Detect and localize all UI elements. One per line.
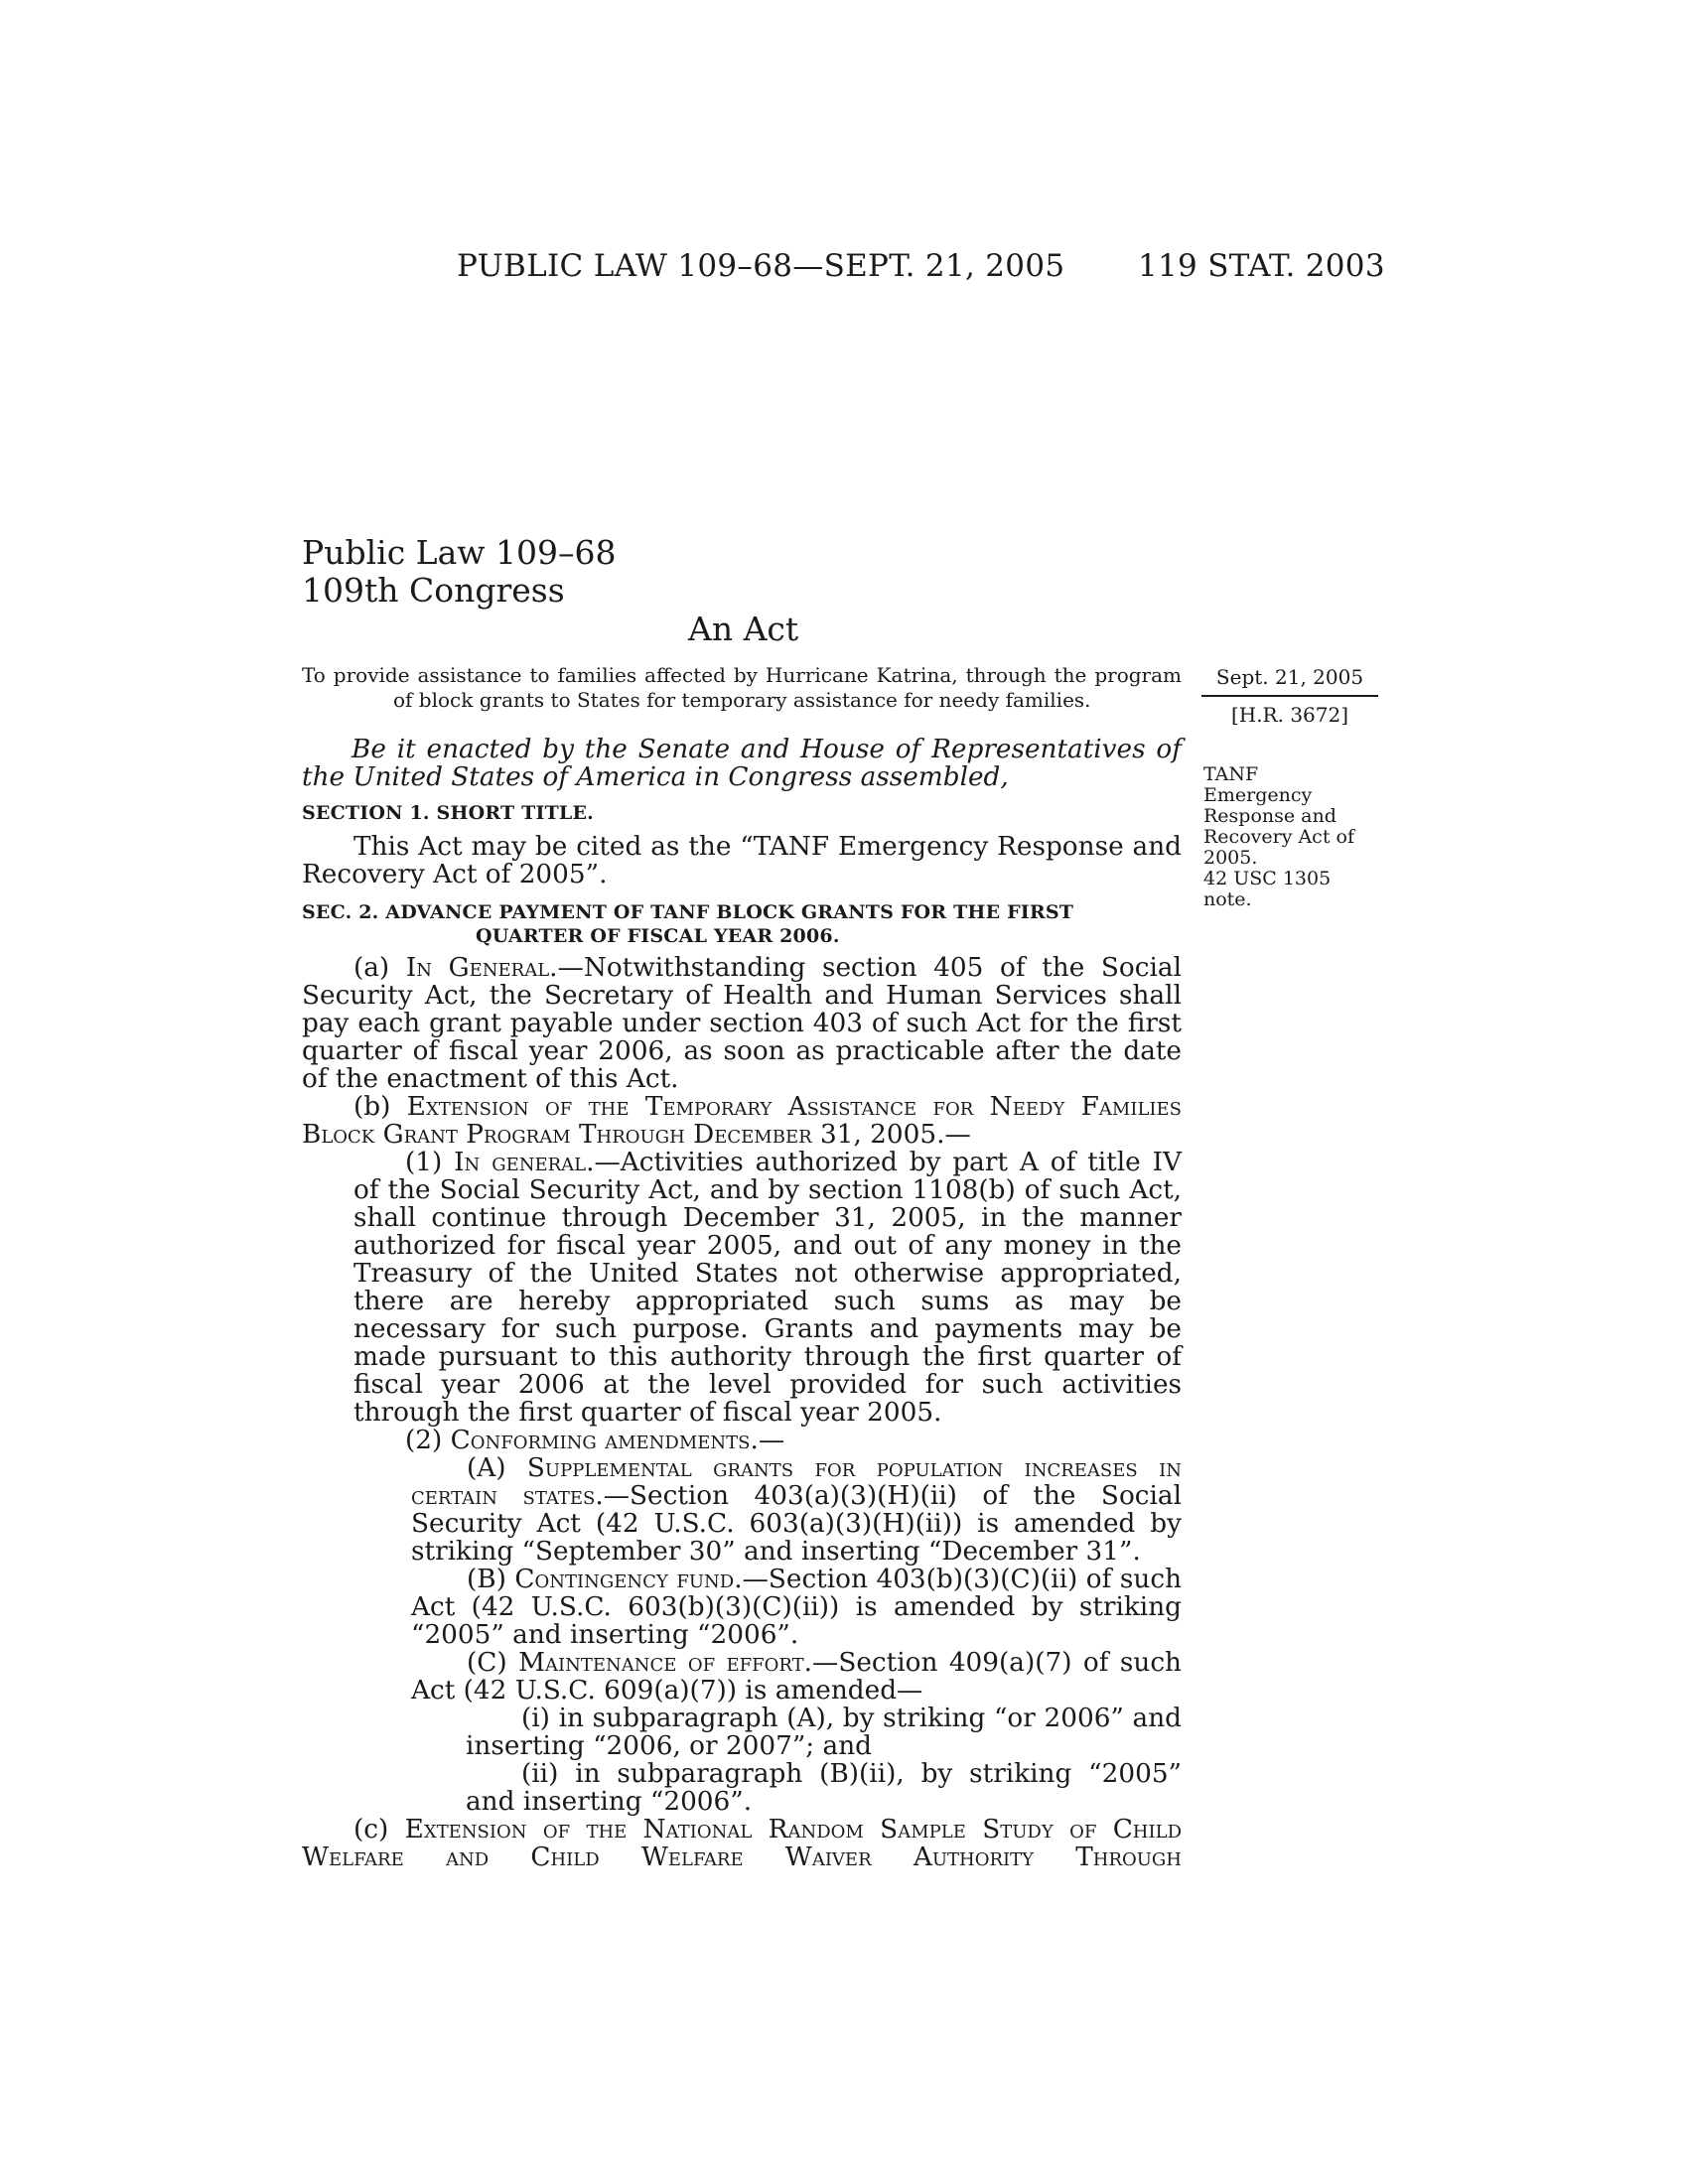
subparagraph-B-label: (B) — [467, 1565, 515, 1594]
subsection-a-text: .—Notwithstanding section 405 of the Social Security Act, the Secretary of Health and Human Services shall pay each grant payable under section 403 of such Act for the first quarter of fiscal year 2006, as soon as practicable after the date of the enactment of this Act. — [302, 953, 1182, 1094]
paragraph-b2-label: (2) — [405, 1426, 451, 1455]
margin-enactment-box — [1201, 665, 1378, 727]
margin-note — [1203, 764, 1377, 910]
section-2-heading-line-2: QUARTER OF FISCAL YEAR 2006. — [476, 925, 840, 947]
paragraph-b1 — [302, 1149, 1182, 1427]
law-number: Public Law 109–68 — [302, 533, 617, 572]
subsection-b-dash: .— — [936, 1120, 971, 1150]
margin-note-line: Response and — [1203, 805, 1336, 827]
subsection-a-heading: In General — [405, 953, 550, 983]
subparagraph-A-label: (A) — [467, 1453, 527, 1483]
subparagraph-C-label: (C) — [467, 1648, 519, 1678]
subparagraph-C-heading: Maintenance of effort — [518, 1648, 804, 1678]
running-header-page: 119 STAT. 2003 — [1138, 248, 1385, 284]
subparagraph-C — [302, 1649, 1182, 1705]
enacting-clause: Be it enacted by the Senate and House of Representatives of the United States of America in Congress assembled, — [302, 735, 1182, 792]
subparagraph-B-text: .—Section 403(b)(3)(C)(ii) of such Act (42 U.S.C. 603(b)(3)(C)(ii)) is amended by striking “2005” and inserting “2006”. — [411, 1565, 1183, 1650]
margin-note-line: note. — [1203, 888, 1252, 910]
running-header-title: PUBLIC LAW 109–68—SEPT. 21, 2005 — [457, 248, 1065, 284]
subsection-b-heading: Extension of the Temporary Assistance for Needy Families Block Grant Program Through December 31, 2005 — [302, 1092, 1182, 1150]
subsection-c-label: (c) — [353, 1815, 405, 1844]
subparagraph-B-heading: Contingency fund — [514, 1565, 735, 1594]
clause-i: (i) in subparagraph (A), by striking “or 2006” and inserting “2006, or 2007”; and — [466, 1704, 1182, 1761]
section-1-text: This Act may be cited as the “TANF Emergency Response and Recovery Act of 2005”. — [302, 832, 1182, 889]
subsection-b-label: (b) — [353, 1092, 407, 1122]
subsection-c — [302, 1816, 1182, 1871]
paragraph-b2-dash: .— — [750, 1426, 785, 1455]
margin-bill-number: [H.R. 3672] — [1230, 703, 1349, 727]
purpose-line-2: of block grants to States for temporary assistance for needy families. — [393, 688, 1091, 712]
clause-ii: (ii) in subparagraph (B)(ii), by striking “2005” and inserting “2006”. — [466, 1759, 1182, 1817]
margin-note-line: 42 USC 1305 — [1203, 868, 1332, 889]
statute-body — [302, 736, 1182, 1871]
subparagraph-A-heading: Supplemental grants for population increases in certain states — [411, 1453, 1182, 1511]
subparagraph-A-text: .—Section 403(a)(3)(H)(ii) of the Social Security Act (42 U.S.C. 603(a)(3)(H)(ii)) is amended by striking “September 30” and inserting “December 31”. — [411, 1481, 1183, 1567]
margin-note-line: Emergency — [1203, 784, 1313, 806]
congress-number: 109th Congress — [302, 571, 565, 610]
subparagraph-A — [302, 1454, 1182, 1566]
margin-note-line: 2005. — [1203, 847, 1258, 869]
paragraph-b2 — [302, 1427, 1182, 1454]
act-purpose — [302, 663, 1182, 713]
subparagraph-B — [302, 1566, 1182, 1649]
act-label: An Act — [688, 610, 799, 648]
subsection-a — [302, 954, 1182, 1093]
margin-date: Sept. 21, 2005 — [1201, 665, 1378, 697]
margin-note-line: TANF — [1203, 763, 1259, 785]
paragraph-b1-label: (1) — [405, 1148, 455, 1177]
paragraph-b1-text: .—Activities authorized by part A of title IV of the Social Security Act, and by section 1108(b) of such Act, shall continue through December 31, 2005, in the manner authorized for fiscal year 2005, and out of any money in the Treasury of the United States not otherwise appropriated, there are hereby appropriated such sums as may be necessary for such purpose. Grants and payments may be made pursuant to this authority through the first quarter of fiscal year 2006 at the level provided for such activities through the first quarter of fiscal year 2005. — [353, 1148, 1182, 1428]
section-2-heading — [302, 900, 1182, 948]
subsection-a-label: (a) — [353, 953, 406, 983]
subparagraph-C-text: .—Section 409(a)(7) of such Act (42 U.S.C. 609(a)(7)) is amended— — [411, 1648, 1182, 1706]
law-identification — [302, 534, 616, 610]
subsection-c-heading: Extension of the National Random Sample Study of Child Welfare and Child Welfare Waiver Authority Through — [302, 1815, 1183, 1872]
section-2-heading-line-1: SEC. 2. ADVANCE PAYMENT OF TANF BLOCK GRANTS FOR THE FIRST — [302, 901, 1074, 923]
paragraph-b2-heading: Conforming amendments — [450, 1426, 751, 1455]
paragraph-b1-heading: In general — [454, 1148, 587, 1177]
purpose-line-1: To provide assistance to families affected by Hurricane Katrina, through the program — [302, 663, 1182, 687]
subsection-b — [302, 1093, 1182, 1149]
section-1-heading: SECTION 1. SHORT TITLE. — [302, 802, 594, 824]
margin-note-line: Recovery Act of — [1203, 826, 1354, 848]
